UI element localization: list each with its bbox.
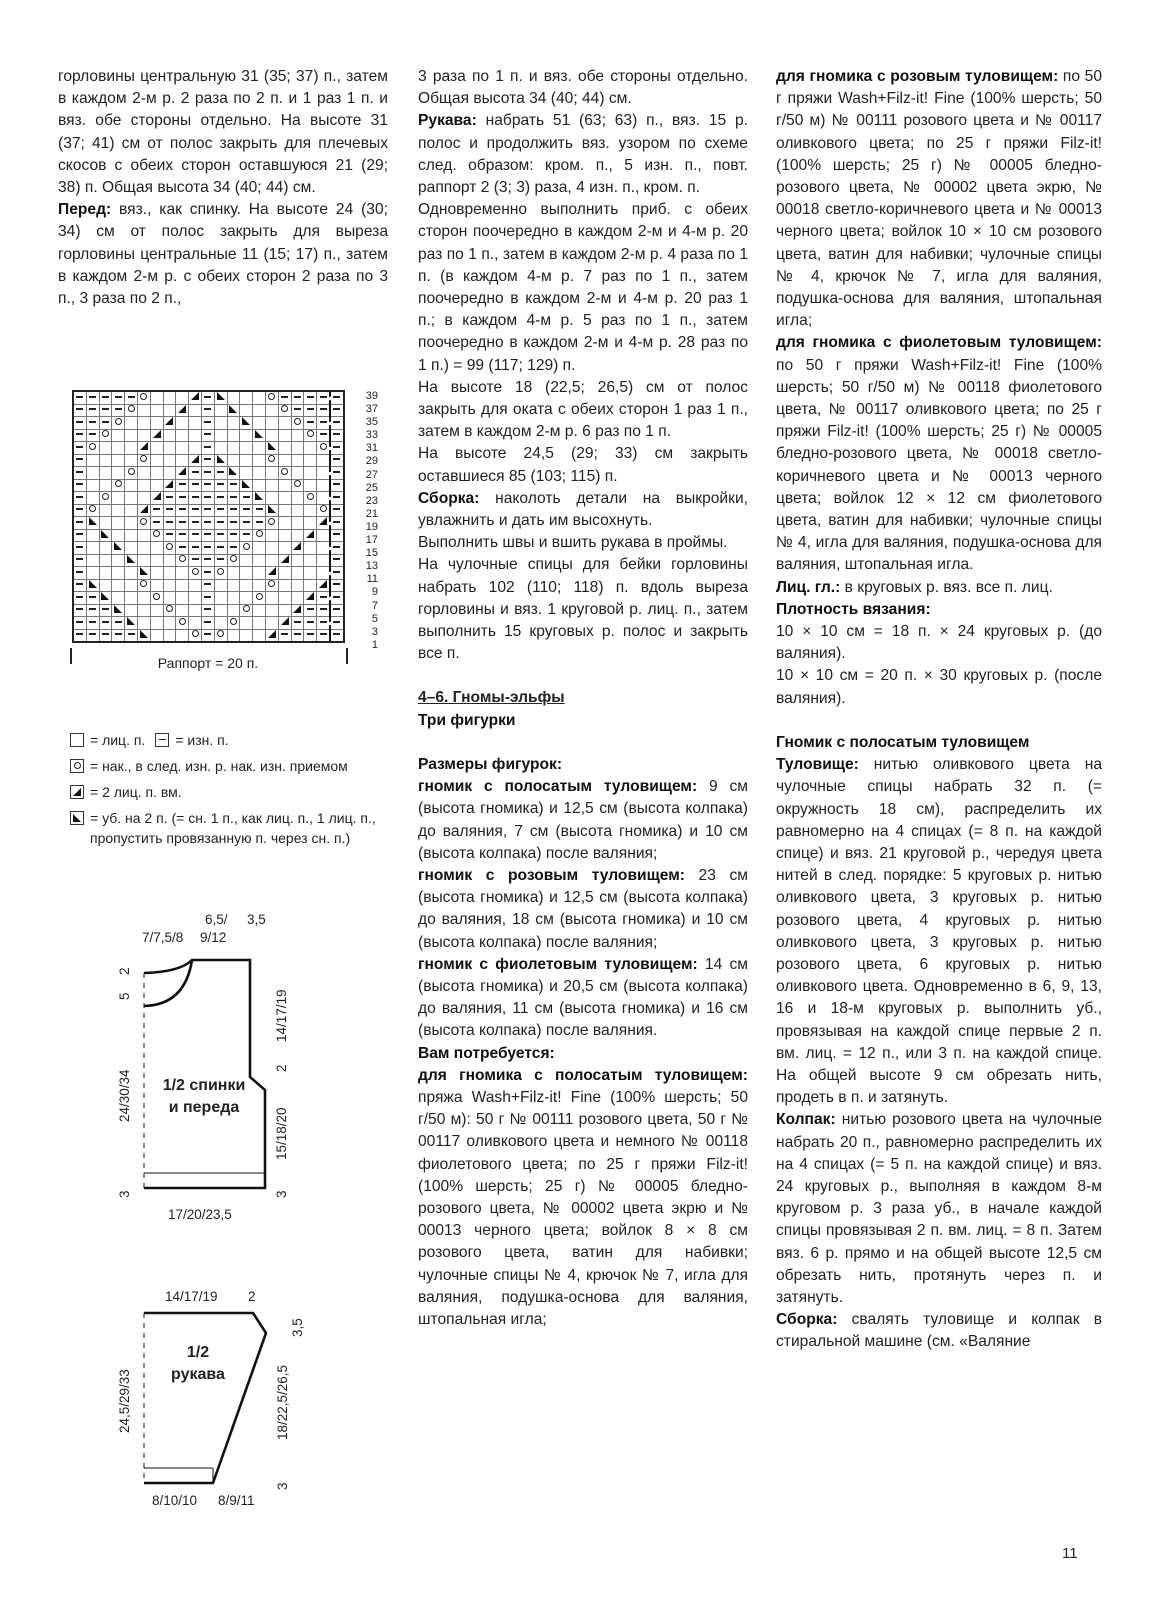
dim-sleeve-bottom-left: 8/10/10 <box>152 1493 198 1508</box>
dim-sleeve-bottom-right: 8/9/11 <box>218 1493 255 1508</box>
gauge-heading: Плотность вязания: <box>776 600 931 618</box>
paragraph-front: Перед: вяз., как спинку. На высоте 24 (30; 34) см от полос закрыть для выреза горловины центральные 11 (15; 17) п., затем в каждом 2-м р. с обеих сторон 2 раза по 3 п., 3 раза по 2 п., <box>58 201 388 308</box>
legend-row: = нак., в след. изн. р. нак. изн. приемом <box>70 756 390 776</box>
dim-sleeve-top: 14/17/19 <box>165 1289 218 1304</box>
paragraph: гномик с полосатым туловищем: 9 см (высота гномика) и 12,5 см (высота колпака) до валяния, 7 см (высота гномика) и 10 см (высота колпака) после валяния; <box>418 778 748 862</box>
row-number: 13 <box>365 560 378 573</box>
dim-neck-1: 6,5/ <box>205 912 228 927</box>
dim-neck-2: 9/12 <box>200 930 227 945</box>
row-number: 17 <box>365 534 378 547</box>
row-number: 33 <box>365 429 378 442</box>
row-number: 21 <box>365 507 378 520</box>
dim-sleeve-side: 18/22,5/26,5 <box>275 1364 290 1440</box>
paragraph: 10 × 10 см = 18 п. × 24 круговых р. (до валяния). <box>776 623 1102 663</box>
dim-left-2: 2 <box>117 967 132 975</box>
row-number: 27 <box>365 468 378 481</box>
column-2 <box>418 66 748 1331</box>
row-number: 39 <box>365 390 378 402</box>
row-number: 3 <box>371 625 378 638</box>
row-number: 29 <box>365 455 378 468</box>
paragraph: На высоте 24,5 (29; 33) см закрыть оставшиеся 85 (103; 115) п. <box>418 445 748 485</box>
dim-left-5: 5 <box>117 992 132 1000</box>
paragraph: Лиц. гл.: в круговых р. вяз. все п. лиц. <box>776 578 1053 596</box>
dim-right-3: 3 <box>274 1190 289 1198</box>
paragraph-assembly: Сборка: свалять туловище и колпак в стиральной машине (см. «Валяние <box>776 1311 1102 1351</box>
legend-row: = лиц. п. = изн. п. <box>70 730 390 750</box>
dim-body-width: 17/20/23,5 <box>168 1207 232 1222</box>
row-number: 1 <box>371 638 378 651</box>
row-number: 15 <box>365 547 378 560</box>
dim-cap-height: 3,5 <box>290 1318 305 1337</box>
paragraph-body: Туловище: нитью оливкового цвета на чулочные спицы набрать 32 п. (= окружность 18 см), распределить их равномерно на 4 спицах (= 8 п. на каждой спице) и вяз. 21 круговой р., чередуя цвета нитей в след. порядке: 5 круговых р. нитью оливкового цвета, 3 круговых р. нитью розового цвета, 4 круговых р. нитью оливкового цвета, 3 круговых р. нитью розового цвета, 6 круговых р. нитью оливкового цвета. Одновременно в 6, 9, 13, 16 и 18-м круговых р. выполнить уб., провязывая на каждой спице первые 2 п. вм. лиц. = 12 п., или 3 п. на каждой спице. На общей высоте 9 см обрезать нить, продеть в п. и затянуть. <box>776 756 1102 1107</box>
paragraph: для гномика с фиолетовым туловищем: по 50 г пряжи Wash+Filz-it! Fine (100% шерсть; 50 г/50 м) № 00118 фиолетового цвета, № 00117 оливкового цвета; по 25 г пряжи Filz-it! (100% шерсть; 25 г) № 00005 бледно-розового цвета, № 00018 светло-коричневого цвета и № 00013 черного цвета; войлок 12 × 12 см фиолетового цвета, ватин для набивки; чулочные спицы № 4, игла для валяния, подушка-основа для валяния, штопальная игла. <box>776 334 1102 574</box>
sizes-heading: Размеры фигурок: <box>418 755 563 773</box>
row-number: 23 <box>365 494 378 507</box>
paragraph: гномик с фиолетовым туловищем: 14 см (высота гномика) и 20,5 см (высота колпака) до валяния, 11 см (высота гномика) и 16 см (высота колпака) после валяния. <box>418 955 748 1040</box>
row-number: 31 <box>365 442 378 455</box>
dim-side-height: 15/18/20 <box>274 1107 289 1160</box>
dim-sleeve-top-right: 2 <box>248 1289 256 1304</box>
paragraph: Выполнить швы и вшить рукава в проймы. <box>418 534 728 552</box>
page-number: 11 <box>1062 1545 1078 1562</box>
subsection-title: Гномик с полосатым туловищем <box>776 733 1030 751</box>
dim-sleeve-cuff: 3 <box>275 1482 290 1490</box>
paragraph: 3 раза по 1 п. и вяз. обе стороны отдельно. Общая высота 34 (40; 44) см. <box>418 68 748 108</box>
dim-sleeve-length: 24,5/29/33 <box>117 1369 132 1433</box>
dim-shoulder: 7/7,5/8 <box>142 930 184 945</box>
dim-armhole-height: 14/17/19 <box>274 989 289 1042</box>
row-number: 9 <box>371 586 378 599</box>
piece-label-body: 1/2 спинки и переда <box>162 1077 246 1116</box>
paragraph: Одновременно выполнить приб. с обеих сторон поочередно в каждом 2-м и 4-м р. 20 раз по 1 п., затем в каждом 2-м р. 4 раза по 1 п. (в каждом 4-м р. 7 раз по 1 п., затем поочередно в каждом 2-м и 4-м р. 20 раз 1 п.; в каждом 4-м р. 5 раз по 1 п., затем поочередно в каждом 2-м и 4-м р. 28 раз по 1 п.) = 99 (117; 129) п. <box>418 201 748 374</box>
column-3 <box>776 66 1102 1354</box>
dim-left-3: 3 <box>117 1190 132 1198</box>
repeat-caption: Раппорт = 20 п. <box>157 655 259 671</box>
paragraph: гномик с розовым туловищем: 23 см (высота гномика) и 12,5 см (высота колпака) до валяния, 18 см (высота гномика) и 10 см (высота колпака) после валяния; <box>418 866 748 951</box>
legend-row: = уб. на 2 п. (= сн. 1 п., как лиц. п., 1 лиц. п., пропустить провязанную п. через сн. п.) <box>70 808 390 848</box>
paragraph-sleeves: Рукава: набрать 51 (63; 63) п., вяз. 15 р. полос и продолжить вяз. узором по схеме след. образом: кром. п., 5 изн. п., повт. раппорт 2 (3; 3) раза, 4 изн. п., кром. п. <box>418 112 748 197</box>
paragraph: горловины центральную 31 (35; 37) п., затем в каждом 2-м р. 2 раза по 2 п. и 1 раз 1 п. и вяз. обе стороны отдельно. На высоте 31 (37; 41) см от полос закрыть для плечевых скосов с обеих сторон оставшуюся 21 (29; 38) п. Общая высота 34 (40; 44) см. <box>58 68 388 197</box>
row-number: 5 <box>371 612 378 625</box>
row-number: 7 <box>371 599 378 612</box>
legend-row: = 2 лиц. п. вм. <box>70 782 390 802</box>
paragraph: для гномика с розовым туловищем: по 50 г пряжи Wash+Filz-it! Fine (100% шерсть; 50 г/50 м) № 00111 розового цвета и № 00117 оливкового цвета; по 25 г пряжи Filz-it! (100% шерсть; 25 г) № 00005 бледно-розового цвета, № 00002 цвета экрю, № 00018 светло-коричневого цвета и № 00013 черного цвета; войлок 10 × 10 см розового цвета, ватин для набивки; чулочные спицы № 4, крючок № 7, игла для валяния, подушка-основа для валяния, штопальная игла; <box>776 68 1102 330</box>
piece-label-sleeve: 1/2 рукава <box>171 1344 225 1383</box>
paragraph-assembly: Сборка: наколоть детали на выкройки, увлажнить и дать им высохнуть. <box>418 489 748 530</box>
row-number: 35 <box>365 416 378 429</box>
dim-right-2: 2 <box>274 1064 289 1072</box>
row-number: 11 <box>366 573 378 586</box>
paragraph-hat: Колпак: нитью розового цвета на чулочные набрать 20 п., равномерно распределить их на 4 спицах (= 5 п. на каждой спице) и вяз. 24 круговых р., выполняя в каждом 8-м круговом р. 3 раза уб., в начале каждой спицы провязывая 2 п. вм. лиц. = 8 п. Затем вяз. 6 р. прямо и на общей высоте 12,5 см обрезать нить, протянуть через п. и затянуть. <box>776 1111 1102 1306</box>
materials-heading: Вам потребуется: <box>418 1044 555 1062</box>
row-number: 25 <box>365 481 378 494</box>
row-number: 19 <box>365 520 378 533</box>
paragraph: На чулочные спицы для бейки горловины набрать 102 (110; 118) п. вдоль выреза горловины и вяз. 1 круговой р. лиц. п., затем выполнить 15 круговых р. полос и закрыть все п. <box>418 556 748 663</box>
paragraph: для гномика с полосатым туловищем: пряжа Wash+Filz-it! Fine (100% шерсть; 50 г/50 м): 50 г № 00111 розового цвета, 50 г № 00117 оливкового цвета и немного № 00118 фиолетового цвета; по 25 г пряжи Filz-it! (100% шерсть; 25 г) № 00005 бледно-розового цвета, № 00002 цвета экрю и № 00013 черного цвета; войлок 8 × 8 см розового цвета, ватин для набивки; чулочные спицы № 4, крючок № 7, игла для валяния, подушка-основа для валяния, штопальная игла; <box>418 1066 748 1328</box>
dim-body-height: 24/30/34 <box>117 1069 132 1122</box>
row-number: 37 <box>365 403 378 416</box>
section-title: 4–6. Гномы-эльфы <box>418 689 565 707</box>
section-subtitle: Три фигурки <box>418 711 516 729</box>
paragraph: 10 × 10 см = 20 п. × 30 круговых р. (после валяния). <box>776 667 1102 707</box>
paragraph: На высоте 18 (22,5; 26,5) см от полос закрыть для оката с обеих сторон 1 раз 1 п., затем в каждом 2-м р. 6 раз по 1 п. <box>418 378 748 441</box>
dim-armhole-width: 3,5 <box>247 912 266 927</box>
